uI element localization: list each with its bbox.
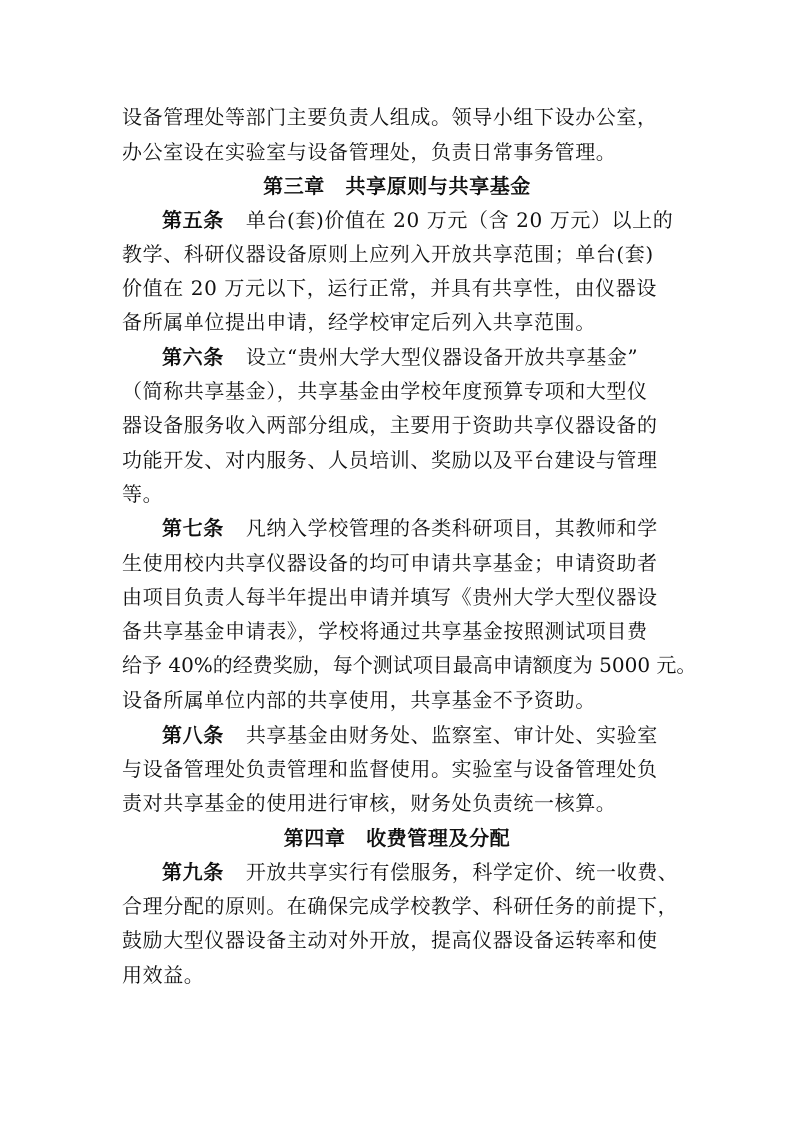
paragraph-line: 鼓励大型仪器设备主动对外开放，提高仪器设备运转率和使 xyxy=(122,928,658,952)
article-label: 第九条 xyxy=(162,860,224,884)
paragraph-line: 设备所属单位内部的共享使用，共享基金不予资助。 xyxy=(122,688,596,712)
paragraph-line: 用效益。 xyxy=(122,963,205,987)
paragraph-line: 责对共享基金的使用进行审核，财务处负责统一核算。 xyxy=(122,791,617,815)
paragraph-line: 等。 xyxy=(122,482,164,506)
article-text: 开放共享实行有偿服务，科学定价、统一收费、 xyxy=(245,860,679,884)
paragraph-line: 生使用校内共享仪器设备的均可申请共享基金；申请资助者 xyxy=(122,551,658,575)
article-text: 凡纳入学校管理的各类科研项目，其教师和学 xyxy=(245,516,658,540)
paragraph-line: 与设备管理处负责管理和监督使用。实验室与设备管理处负 xyxy=(122,757,658,781)
paragraph-line: 给予 40%的经费奖励，每个测试项目最高申请额度为 5000 元。 xyxy=(122,653,697,677)
paragraph-line: 价值在 20 万元以下，运行正常，并具有共享性，由仪器设 xyxy=(122,276,657,300)
article-text: 单台(套)价值在 20 万元（含 20 万元）以上的 xyxy=(245,208,674,232)
article-first-line xyxy=(162,203,722,237)
article-first-line xyxy=(162,340,722,374)
article-text: 共享基金由财务处、监察室、审计处、实验室 xyxy=(245,723,658,747)
article-first-line xyxy=(162,511,722,545)
paragraph-line: 器设备服务收入两部分组成，主要用于资助共享仪器设备的 xyxy=(122,413,658,437)
paragraph-line: 备共享基金申请表》，学校将通过共享基金按照测试项目费 xyxy=(122,619,648,643)
chapter-heading: 第四章 收费管理及分配 xyxy=(283,826,511,850)
paragraph-line: 由项目负责人每半年提出申请并填写《贵州大学大型仪器设 xyxy=(122,585,658,609)
paragraph-line: 教学、科研仪器设备原则上应列入开放共享范围；单台(套) xyxy=(122,242,654,266)
article-label: 第五条 xyxy=(162,208,224,232)
article-text: 设立“贵州大学大型仪器设备开放共享基金” xyxy=(245,345,639,369)
paragraph-line: 备所属单位提出申请，经学校审定后列入共享范围。 xyxy=(122,310,596,334)
paragraph-line: 合理分配的原则。在确保完成学校教学、科研任务的前提下， xyxy=(122,894,679,918)
article-label: 第七条 xyxy=(162,516,224,540)
paragraph-line: 办公室设在实验室与设备管理处，负责日常事务管理。 xyxy=(122,140,617,164)
article-first-line xyxy=(162,855,722,889)
article-first-line xyxy=(162,718,722,752)
paragraph-line: 设备管理处等部门主要负责人组成。领导小组下设办公室， xyxy=(122,105,658,129)
article-label: 第六条 xyxy=(162,345,224,369)
paragraph-line: （简称共享基金），共享基金由学校年度预算专项和大型仪 xyxy=(122,379,648,403)
article-label: 第八条 xyxy=(162,723,224,747)
chapter-heading: 第三章 共享原则与共享基金 xyxy=(263,174,531,198)
paragraph-line: 功能开发、对内服务、人员培训、奖励以及平台建设与管理 xyxy=(122,448,658,472)
